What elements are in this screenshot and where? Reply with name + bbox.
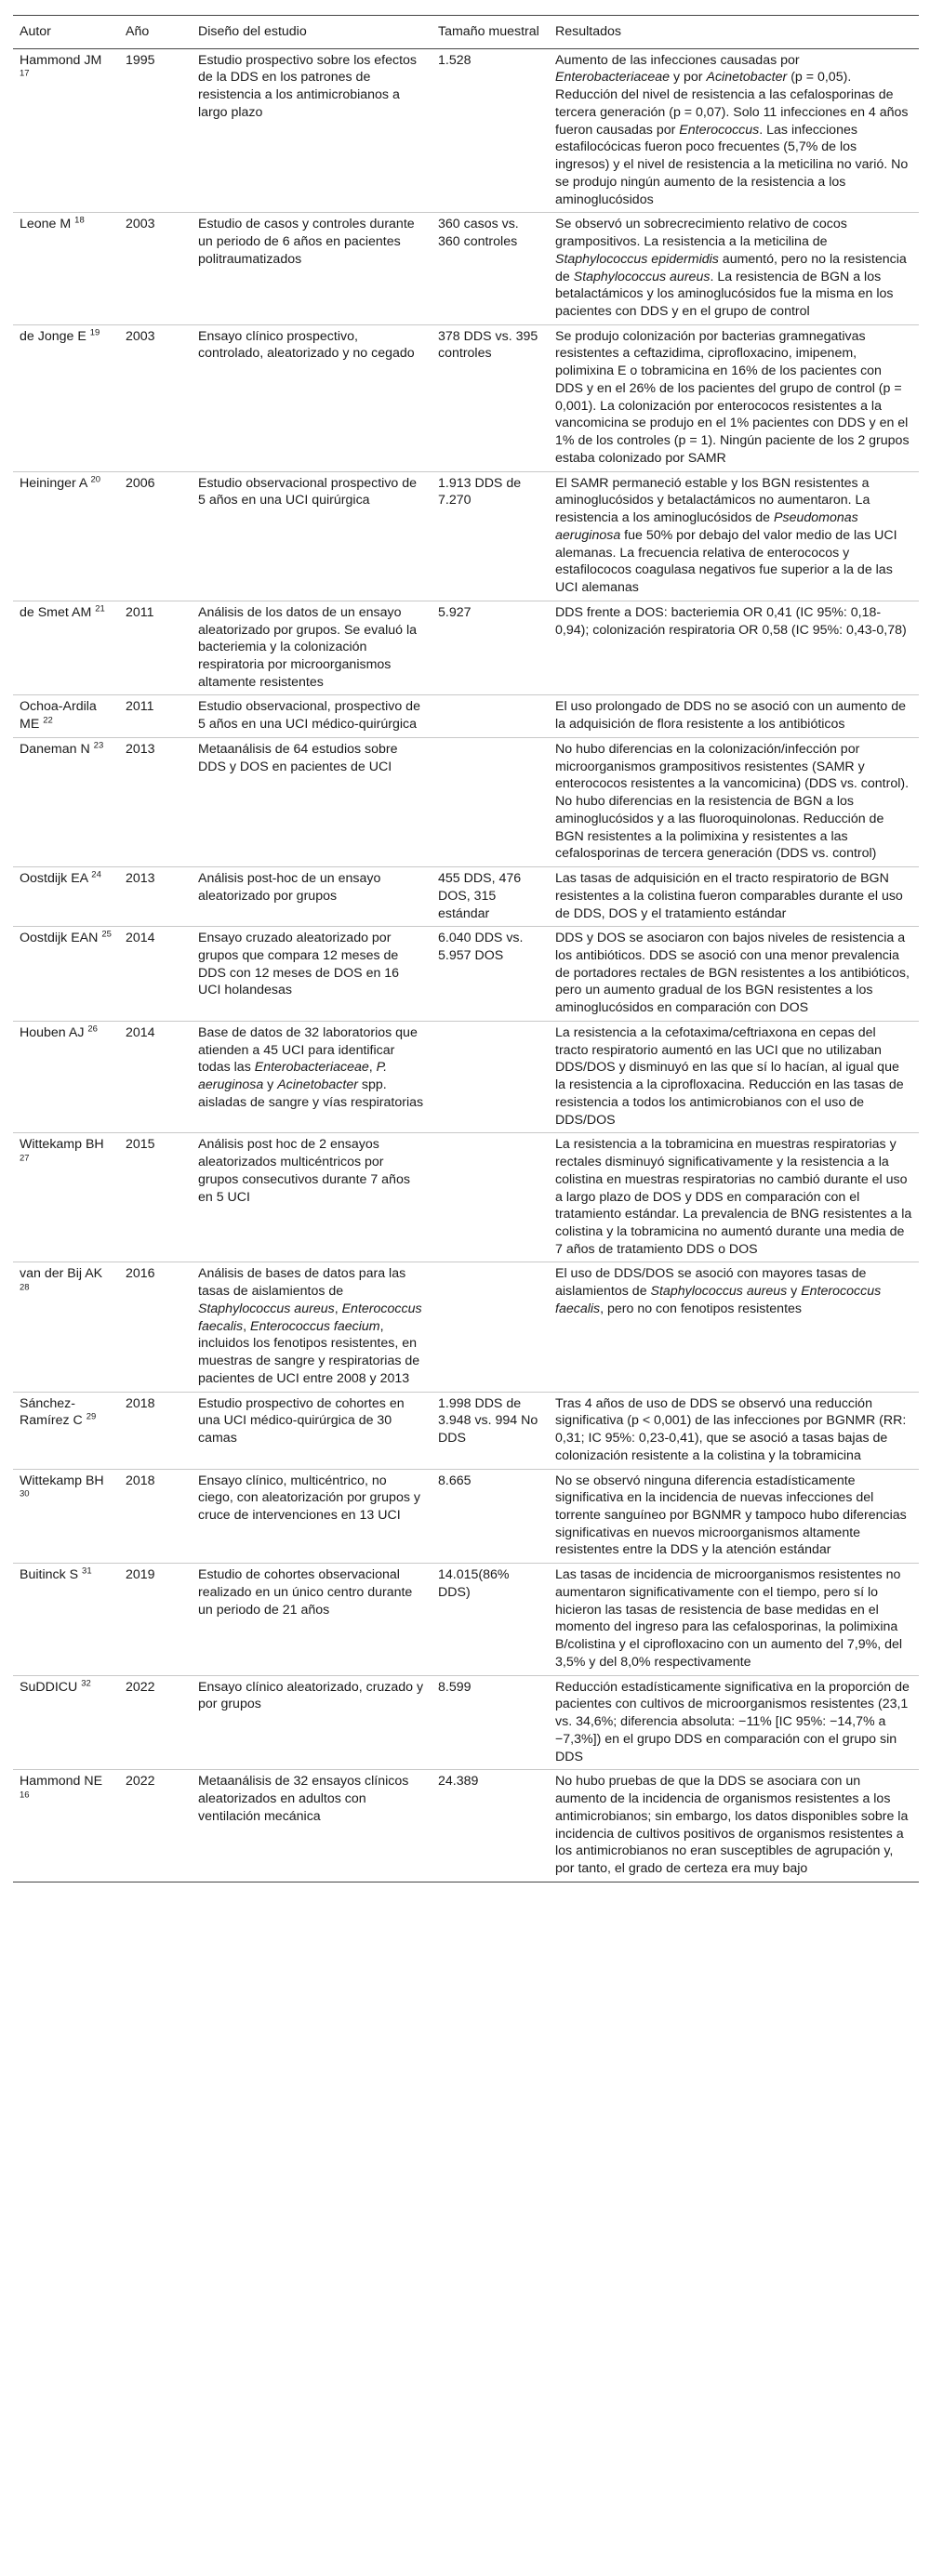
table-row: [13, 737, 919, 866]
header-design: Diseño del estudio: [192, 16, 432, 49]
cell-author: [13, 737, 119, 866]
cell-author: [13, 213, 119, 324]
cell-design: Base de datos de 32 laboratorios que atienden a 45 UCI para identificar todas las Enterobacteriaceae, P. aeruginosa y Acinetobacter spp. aisladas de sangre y vías respiratorias: [192, 1021, 432, 1132]
table-row: [13, 927, 919, 1022]
cell-sample-size: 1.528: [432, 48, 549, 213]
reference-number: 29: [86, 1411, 97, 1422]
author-name: Buitinck S: [20, 1567, 83, 1583]
cell-design: Estudio observacional prospectivo de 5 años en una UCI quirúrgica: [192, 471, 432, 601]
cell-year: 2014: [119, 1021, 192, 1132]
reference-number: 16: [20, 1790, 30, 1801]
cell-results: El SAMR permaneció estable y los BGN resistentes a aminoglucósidos y betalactámicos no aumentaron. La resistencia a los aminoglucósidos de Pseudomonas aeruginosa fue 50% por debajo del valor medio de las UCI alemanas. La frecuencia relativa de enterococos y estafilococos coagulasa negativos fue superior a la de las UCI alemanas: [549, 471, 919, 601]
header-year: Año: [119, 16, 192, 49]
reference-number: 21: [95, 603, 105, 614]
cell-year: 1995: [119, 48, 192, 213]
cell-sample-size: [432, 695, 549, 737]
reference-number: 30: [20, 1488, 30, 1499]
cell-author: [13, 1675, 119, 1770]
author-name: Wittekamp BH: [20, 1473, 104, 1488]
cell-author: [13, 601, 119, 695]
header-sample-size: Tamaño muestral: [432, 16, 549, 49]
cell-year: 2019: [119, 1564, 192, 1675]
table-row: [13, 324, 919, 471]
cell-author: [13, 1262, 119, 1392]
cell-author: [13, 927, 119, 1022]
cell-sample-size: 1.998 DDS de 3.948 vs. 994 No DDS: [432, 1392, 549, 1469]
author-name: Ochoa-Ardila ME: [20, 699, 97, 733]
author-name: Oostdijk EA: [20, 871, 92, 887]
cell-results: DDS y DOS se asociaron con bajos niveles de resistencia a los antibióticos. DDS se asoció con una menor prevalencia de portadores rectales de BGN resistentes a los antibióticos, pero un aumento gradual de los BGN resistentes a los aminoglucósidos en comparación con DOS: [549, 927, 919, 1022]
cell-author: [13, 1770, 119, 1882]
table-row: [13, 1469, 919, 1564]
table-row: [13, 1262, 919, 1392]
cell-results: No hubo diferencias en la colonización/infección por microorganismos grampositivos resistentes (SAMR y enterococos resistentes a la vancomicina) (DDS vs. control). No hubo diferencias en la resistencia de BGN a los aminoglucósidos y a las fluoroquinolonas. Reducción de BGN resistentes a la polimixina y resistentes a las cefalosporinas de tercera generación (DDS vs. control): [549, 737, 919, 866]
author-name: Houben AJ: [20, 1024, 88, 1040]
table-row: [13, 471, 919, 601]
author-name: Leone M: [20, 217, 75, 232]
cell-year: 2022: [119, 1770, 192, 1882]
cell-sample-size: 14.015(86% DDS): [432, 1564, 549, 1675]
author-name: Daneman N: [20, 741, 94, 757]
cell-author: [13, 1469, 119, 1564]
table-row: [13, 1021, 919, 1132]
reference-number: 28: [20, 1282, 30, 1293]
table-body: [13, 48, 919, 1882]
cell-year: 2011: [119, 695, 192, 737]
header-author: Autor: [13, 16, 119, 49]
cell-author: [13, 695, 119, 737]
author-name: Hammond NE: [20, 1774, 103, 1790]
author-name: Wittekamp BH: [20, 1137, 104, 1153]
cell-sample-size: 8.599: [432, 1675, 549, 1770]
cell-design: Estudio observacional, prospectivo de 5 años en una UCI médico-quirúrgica: [192, 695, 432, 737]
cell-design: Estudio de cohortes observacional realizado en un único centro durante un periodo de 21 años: [192, 1564, 432, 1675]
cell-results: Se observó un sobrecrecimiento relativo de cocos grampositivos. La resistencia a la meticilina de Staphylococcus epidermidis aumentó, pero no la resistencia de Staphylococcus aureus. La resistencia de BGN a los betalactámicos y los aminoglucósidos fue la misma en los pacientes con DDS y en el grupo de control: [549, 213, 919, 324]
cell-design: Estudio prospectivo de cohortes en una UCI médico-quirúrgica de 30 camas: [192, 1392, 432, 1469]
cell-results: La resistencia a la tobramicina en muestras respiratorias y rectales disminuyó significativamente y la resistencia a la colistina en muestras respiratorias no cambió durante el uso a largo plazo de DOS y DDS en comparación con el tratamiento estándar. La prevalencia de BNG resistentes a la colistina y la tobramicina no aumentó durante una media de 7 años de tratamiento DDS o DOS: [549, 1133, 919, 1262]
cell-results: Aumento de las infecciones causadas por Enterobacteriaceae y por Acinetobacter (p = 0,05). Reducción del nivel de resistencia a las cefalosporinas de tercera generación (p = 0,07). Solo 11 infecciones en 4 años fueron causadas por Enterococcus. Las infecciones estafilocócicas fueron poco frecuentes (5,7% de los ingresos) y el nivel de resistencia a la meticilina no varió. No se produjo ningún aumento de la resistencia a los aminoglucósidos: [549, 48, 919, 213]
author-name: Hammond JM: [20, 52, 102, 68]
cell-results: No se observó ninguna diferencia estadísticamente significativa en la incidencia de nuevas infecciones del torrente sanguíneo por BGNMR y tampoco hubo diferencias significativas en nuevos microorganismos altamente resistentes entre la DDS y la atención estándar: [549, 1469, 919, 1564]
cell-author: [13, 324, 119, 471]
cell-sample-size: 5.927: [432, 601, 549, 695]
reference-number: 22: [43, 715, 53, 726]
cell-design: Estudio de casos y controles durante un periodo de 6 años en pacientes politraumatizados: [192, 213, 432, 324]
cell-author: [13, 1564, 119, 1675]
cell-design: Metaanálisis de 32 ensayos clínicos aleatorizados en adultos con ventilación mecánica: [192, 1770, 432, 1882]
cell-design: Ensayo clínico prospectivo, controlado, aleatorizado y no cegado: [192, 324, 432, 471]
cell-sample-size: [432, 1021, 549, 1132]
cell-sample-size: 24.389: [432, 1770, 549, 1882]
table-row: [13, 1675, 919, 1770]
cell-sample-size: 6.040 DDS vs. 5.957 DOS: [432, 927, 549, 1022]
cell-year: 2015: [119, 1133, 192, 1262]
cell-design: Análisis de los datos de un ensayo aleatorizado por grupos. Se evaluó la bacteriemia y la colonización respiratoria por microorganismos altamente resistentes: [192, 601, 432, 695]
reference-number: 23: [93, 740, 104, 751]
reference-number: 20: [90, 473, 101, 484]
table-row: [13, 48, 919, 213]
cell-author: [13, 48, 119, 213]
author-name: Sánchez-Ramírez C: [20, 1395, 86, 1429]
cell-year: 2018: [119, 1392, 192, 1469]
cell-sample-size: [432, 737, 549, 866]
table-row: [13, 1564, 919, 1675]
cell-results: La resistencia a la cefotaxima/ceftriaxona en cepas del tracto respiratorio aumentó en las UCI que no utilizaban DDS/DOS y disminuyó en las que sí lo hacían, al igual que la resistencia a la ciprofloxacina. Reducción en las tasas de resistencia a todos los antimicrobianos con el uso de DDS/DOS: [549, 1021, 919, 1132]
cell-design: Ensayo clínico aleatorizado, cruzado y por grupos: [192, 1675, 432, 1770]
cell-year: 2003: [119, 213, 192, 324]
cell-sample-size: 8.665: [432, 1469, 549, 1564]
cell-results: Se produjo colonización por bacterias gramnegativas resistentes a ceftazidima, ciprofloxacino, imipenem, polimixina E o tobramicina en 16% de los pacientes con DDS y en el 26% de los pacientes del grupo de control (p = 0,001). La colonización por enterococos resistentes a la vancomicina se produjo en el 1% pacientes con DDS y en el 1% de los controles (p = 1). Ningún paciente de los 2 grupos estaba colonizado por SAMR: [549, 324, 919, 471]
cell-author: [13, 1133, 119, 1262]
author-name: van der Bij AK: [20, 1266, 103, 1282]
reference-number: 19: [89, 327, 100, 338]
cell-design: Ensayo cruzado aleatorizado por grupos que compara 12 meses de DDS con 12 meses de DOS en 16 UCI holandesas: [192, 927, 432, 1022]
cell-year: 2006: [119, 471, 192, 601]
author-name: de Smet AM: [20, 604, 96, 620]
cell-design: Estudio prospectivo sobre los efectos de la DDS en los patrones de resistencia a los antimicrobianos a largo plazo: [192, 48, 432, 213]
cell-sample-size: 360 casos vs. 360 controles: [432, 213, 549, 324]
evidence-table: [13, 15, 919, 1882]
cell-results: Las tasas de adquisición en el tracto respiratorio de BGN resistentes a la colistina fueron comparables durante el uso de DDS, DOS y el tratamiento estándar: [549, 867, 919, 927]
author-name: SuDDICU: [20, 1679, 82, 1695]
reference-number: 32: [81, 1677, 91, 1688]
cell-year: 2022: [119, 1675, 192, 1770]
reference-number: 17: [20, 68, 30, 79]
table-row: [13, 1770, 919, 1882]
cell-sample-size: 378 DDS vs. 395 controles: [432, 324, 549, 471]
reference-number: 24: [91, 869, 101, 880]
cell-results: Tras 4 años de uso de DDS se observó una reducción significativa (p < 0,001) de las infecciones por BGNMR (RR: 0,31; IC 95%: 0,23-0,41), que se asoció a tasas bajas de colonización resistente a la colistina y la tobramicina: [549, 1392, 919, 1469]
cell-design: Análisis de bases de datos para las tasas de aislamientos de Staphylococcus aureus, Enterococcus faecalis, Enterococcus faecium, incluidos los fenotipos resistentes, en muestras de sangre y respiratorias de pacientes de UCI entre 2008 y 2013: [192, 1262, 432, 1392]
table-row: [13, 1133, 919, 1262]
cell-year: 2014: [119, 927, 192, 1022]
cell-design: Análisis post hoc de 2 ensayos aleatorizados multicéntricos por grupos consecutivos durante 7 años en 5 UCI: [192, 1133, 432, 1262]
author-name: Oostdijk EAN: [20, 931, 102, 946]
cell-author: [13, 1021, 119, 1132]
table-row: [13, 1392, 919, 1469]
cell-results: El uso de DDS/DOS se asoció con mayores tasas de aislamientos de Staphylococcus aureus y Enterococcus faecalis, pero no con fenotipos resistentes: [549, 1262, 919, 1392]
cell-design: Metaanálisis de 64 estudios sobre DDS y DOS en pacientes de UCI: [192, 737, 432, 866]
table-row: [13, 601, 919, 695]
cell-author: [13, 1392, 119, 1469]
cell-year: 2011: [119, 601, 192, 695]
cell-design: Ensayo clínico, multicéntrico, no ciego, con aleatorización por grupos y cruce de intervenciones en 13 UCI: [192, 1469, 432, 1564]
cell-author: [13, 471, 119, 601]
table-row: [13, 695, 919, 737]
cell-results: No hubo pruebas de que la DDS se asociara con un aumento de la incidencia de organismos resistentes a los antimicrobianos; sin embargo, los datos disponibles sobre la incidencia de cultivos positivos de organismos resistentes a los antimicrobianos no eran susceptibles de agrupación y, por tanto, el grado de certeza era muy bajo: [549, 1770, 919, 1882]
table-row: [13, 213, 919, 324]
cell-year: 2003: [119, 324, 192, 471]
table-row: [13, 867, 919, 927]
reference-number: 25: [101, 929, 112, 940]
reference-number: 26: [87, 1024, 98, 1035]
author-name: Heininger A: [20, 475, 91, 491]
reference-number: 31: [82, 1565, 92, 1577]
reference-number: 18: [74, 215, 85, 226]
cell-results: Las tasas de incidencia de microorganismos resistentes no aumentaron significativamente con el tiempo, pero sí lo hicieron las tasas de resistencia de base medidas en el momento del ingreso para las cefalosporinas, la polimixina B/colistina y el ciprofloxacino con un aumento del 7,9%, del 3,5% y del 8,0% respectivamente: [549, 1564, 919, 1675]
cell-year: 2013: [119, 867, 192, 927]
cell-sample-size: [432, 1133, 549, 1262]
header-results: Resultados: [549, 16, 919, 49]
cell-design: Análisis post-hoc de un ensayo aleatorizado por grupos: [192, 867, 432, 927]
cell-results: Reducción estadísticamente significativa en la proporción de pacientes con cultivos de microorganismos resistentes (23,1 vs. 34,6%; diferencia absoluta: −11% [IC 95%: −14,7% a −7,3%]) en el grupo DDS en comparación con el grupo sin DDS: [549, 1675, 919, 1770]
cell-year: 2018: [119, 1469, 192, 1564]
cell-author: [13, 867, 119, 927]
cell-results: DDS frente a DOS: bacteriemia OR 0,41 (IC 95%: 0,18-0,94); colonización respiratoria OR 0,58 (IC 95%: 0,43-0,78): [549, 601, 919, 695]
cell-sample-size: 455 DDS, 476 DOS, 315 estándar: [432, 867, 549, 927]
cell-sample-size: 1.913 DDS de 7.270: [432, 471, 549, 601]
cell-year: 2013: [119, 737, 192, 866]
cell-results: El uso prolongado de DDS no se asoció con un aumento de la adquisición de flora resistente a los antibióticos: [549, 695, 919, 737]
author-name: de Jonge E: [20, 328, 90, 344]
reference-number: 27: [20, 1153, 30, 1164]
cell-sample-size: [432, 1262, 549, 1392]
table-header: [13, 16, 919, 49]
cell-year: 2016: [119, 1262, 192, 1392]
